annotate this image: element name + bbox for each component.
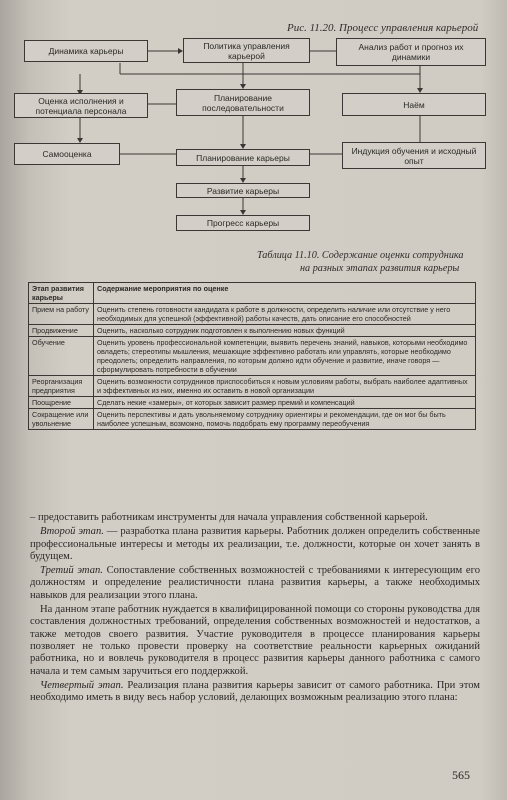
page-number: 565 [452, 768, 470, 782]
table-row [29, 337, 476, 376]
content-cell: Оценить возможности сотрудников приспособиться к новым условиям работы, выбрать наиболее адаптивных и эффективных из них, именно их оставить в новой организации [94, 376, 476, 397]
table-row [29, 304, 476, 325]
content-cell: Оценить, насколько сотрудник подготовлен к выполнению новых функций [94, 325, 476, 337]
box-sequence-planning: Планирование последовательности [176, 89, 310, 116]
content-cell: Оценить перспективы и дать увольняемому сотруднику ориентиры и рекомендации, где он мог бы быть наиболее успешным, возможно, помочь подобрать ему программу переобучения [94, 409, 476, 430]
box-work-analysis: Анализ работ и прогноз их динамики [336, 38, 486, 66]
box-hiring: Наём [342, 93, 486, 116]
paragraph-2-text: — разработка плана развития карьеры. Работник должен определить собственные профессиональные интересы и методы их реализации, т.е. должности, которые он хочет занять в будущем. [30, 526, 480, 562]
table-row [29, 325, 476, 337]
table-caption-line1: Таблица 11.10. Содержание оценки сотрудника [257, 250, 464, 261]
paragraph-5-text: Реализация плана развития карьеры зависит от самого работника. При этом необходимо иметь в виду весь набор условий, делающих возможным реализацию этого плана: [30, 679, 480, 704]
box-performance-assessment: Оценка исполнения и потенциала персонала [14, 93, 148, 118]
box-career-planning: Планирование карьеры [176, 149, 310, 166]
header-content: Содержание мероприятия по оценке [94, 283, 476, 304]
table-row [29, 397, 476, 409]
table-header-row [29, 283, 476, 304]
paragraph-3 [30, 565, 480, 602]
box-career-policy: Политика управления карьерой [183, 38, 310, 63]
paragraph-5 [30, 680, 480, 705]
paragraph-2-lead: Второй этап. [40, 526, 104, 538]
table-row [29, 409, 476, 430]
box-training-induction: Индукция обучения и исходный опыт [342, 142, 486, 169]
content-cell: Оценить степень готовности кандидата к работе в должности, определить наличие или отсутствие у него необходимых для успешной (эффективной) работы качеств, дать описание его способностей [94, 304, 476, 325]
box-career-dynamics: Динамика карьеры [24, 40, 148, 62]
box-career-development: Развитие карьеры [176, 183, 310, 198]
paragraph-5-lead: Четвертый этап. [40, 679, 124, 691]
figure-caption: Рис. 11.20. Процесс управления карьерой [287, 22, 479, 34]
paragraph-3-lead: Третий этап. [40, 565, 103, 577]
body-text [30, 512, 480, 706]
paragraph-4: На данном этапе работник нуждается в квалифицированной помощи со стороны руководства для составления должностных требований, определения собственных возможностей и недостатков, а также методов своего развития. Участие руководителя в процессе планирования карьеры позволяет не только провести проверку на соответствие реальности карьерных ожиданий работника, но и вовлечь руководителя в процесс развития карьеры данного работника с самого начала и тем самым заручиться его поддержкой. [30, 604, 480, 677]
header-stage: Этап развития карьеры [29, 283, 94, 304]
box-self-assessment: Самооценка [14, 143, 120, 165]
stage-cell: Реорганизация предприятия [29, 376, 94, 397]
paragraph-2 [30, 526, 480, 563]
stage-cell: Продвижение [29, 325, 94, 337]
box-career-progress: Прогресс карьеры [176, 215, 310, 231]
table-row [29, 376, 476, 397]
stage-cell: Сокращение или увольнение [29, 409, 94, 430]
table-caption-line2: на разных этапах развития карьеры [300, 263, 460, 274]
paragraph-1: – предоставить работникам инструменты для начала управления собственной карьерой. [30, 512, 428, 523]
stage-cell: Поощрение [29, 397, 94, 409]
assessment-table [28, 282, 476, 430]
content-cell: Сделать некие «замеры», от которых зависит размер премий и компенсаций [94, 397, 476, 409]
stage-cell: Обучение [29, 337, 94, 376]
stage-cell: Прием на работу [29, 304, 94, 325]
paragraph-3-text: Сопоставление собственных возможностей с требованиями к интересующим его должностям и определение реалистичности плана развития карьеры, а также необходимых навыков для реализации этого плана. [30, 565, 480, 601]
content-cell: Оценить уровень профессиональной компетенции, выявить перечень знаний, навыков, которыми необходимо овладеть; стереотипы мышления, мешающие эффективно работать или управлять, которые необходимо преодолеть; определить направления, по которым должно идти обучение и развитие, иначе говоря — сформулировать потребности в обучении [94, 337, 476, 376]
